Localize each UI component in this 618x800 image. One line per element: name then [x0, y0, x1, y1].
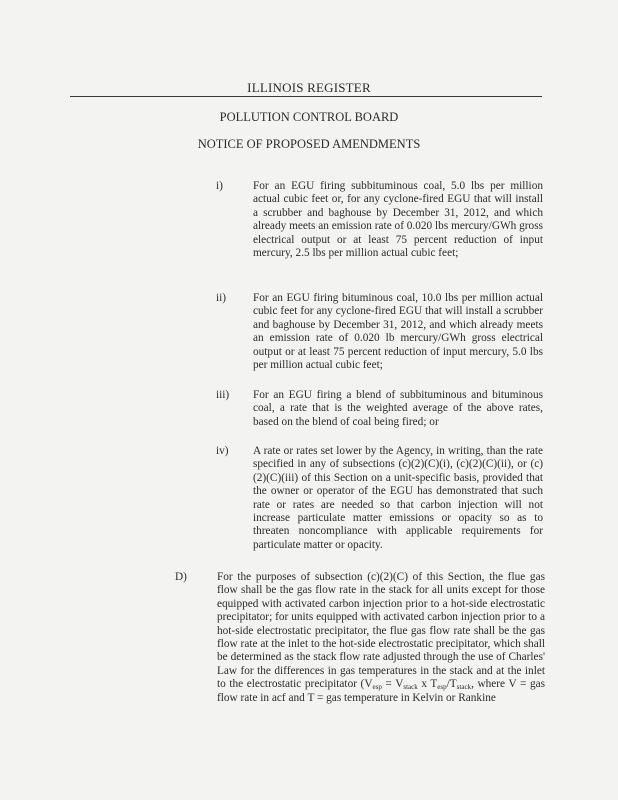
formula-v: V	[395, 678, 404, 691]
list-item-text: For an EGU firing bituminous coal, 10.0 lbs per million actual cubic feet for any cyclone-fired EGU that will install a scrubber and baghouse by December 31, 2012, and which already meets an emission rate of 0.020 lb mercury/GWh gross electrical output or at least 75 percent reduction of input mercury, 5.0 lbs per million actual cubic feet;	[253, 292, 543, 372]
formula-t: T	[430, 678, 438, 691]
formula-equals: =	[381, 678, 396, 691]
formula-sub-esp: esp	[372, 683, 382, 692]
list-item-marker: i)	[216, 180, 223, 192]
section-d-text-main: For the purposes of subsection (c)(2)(C) of this Section, the flue gas flow shall be the gas flow rate in the stack for all units except for those equipped with activated carbon injection prior to a hot-side electrostatic precipitator; for units equipped with activated carbon injection prior to a hot-side electrostatic precipitator, the flue gas flow rate shall be the gas flow rate at the inlet to the hot-side electrostatic precipitator, which shall be determined as the stack flow rate adjusted through the use of Charles' Law for the differences in gas temperatures in the stack and at the inlet to the electrostatic precipitator (	[217, 571, 545, 691]
list-item-text: For an EGU firing subbituminous coal, 5.0 lbs per million actual cubic feet or, for any cyclone-fired EGU that will install a scrubber and baghouse by December 31, 2012, and which already meets an emission rate of 0.020 lbs mercury/GWh gross electrical output or at least 75 percent reduction of input mercury, 2.5 lbs per million actual cubic feet;	[253, 180, 543, 260]
register-title: ILLINOIS REGISTER	[247, 80, 371, 95]
board-name: POLLUTION CONTROL BOARD	[219, 110, 399, 124]
formula-sub-esp: esp	[437, 683, 447, 692]
section-d-text-end: , where V = gas flow rate in acf and T = gas temperature in Kelvin or Rankine	[217, 678, 545, 704]
list-item-text: A rate or rates set lower by the Agency, in writing, than the rate specified in any of subsections (c)(2)(C)(i), (c)(2)(C)(ii), or (c)(2)(C)(iii) of this Section on a unit-specific basis, provided that the owner or operator of the EGU has demonstrated that such rate or rates are needed so that carbon injection will not increase particulate matter emissions or opacity so as to threaten noncompliance with applicable requirements for particulate matter or opacity.	[253, 445, 543, 551]
formula-v: V	[364, 678, 373, 691]
notice-title: NOTICE OF PROPOSED AMENDMENTS	[197, 137, 421, 151]
section-d-text	[217, 571, 545, 705]
formula-t: T	[449, 678, 457, 691]
header-rule	[70, 96, 542, 97]
formula-slash: /	[446, 678, 450, 691]
list-item-marker: iv)	[216, 445, 229, 457]
formula-sub-stack: stack	[403, 683, 418, 692]
list-item-marker: iii)	[216, 389, 230, 401]
section-d-marker: D)	[175, 571, 187, 583]
formula-times: x	[417, 678, 431, 691]
list-item-text: For an EGU firing a blend of subbituminous and bituminous coal, a rate that is the weighted average of the above rates, based on the blend of coal being fired; or	[253, 389, 543, 428]
formula-sub-stack: stack	[456, 683, 472, 692]
list-item-marker: ii)	[216, 292, 227, 304]
